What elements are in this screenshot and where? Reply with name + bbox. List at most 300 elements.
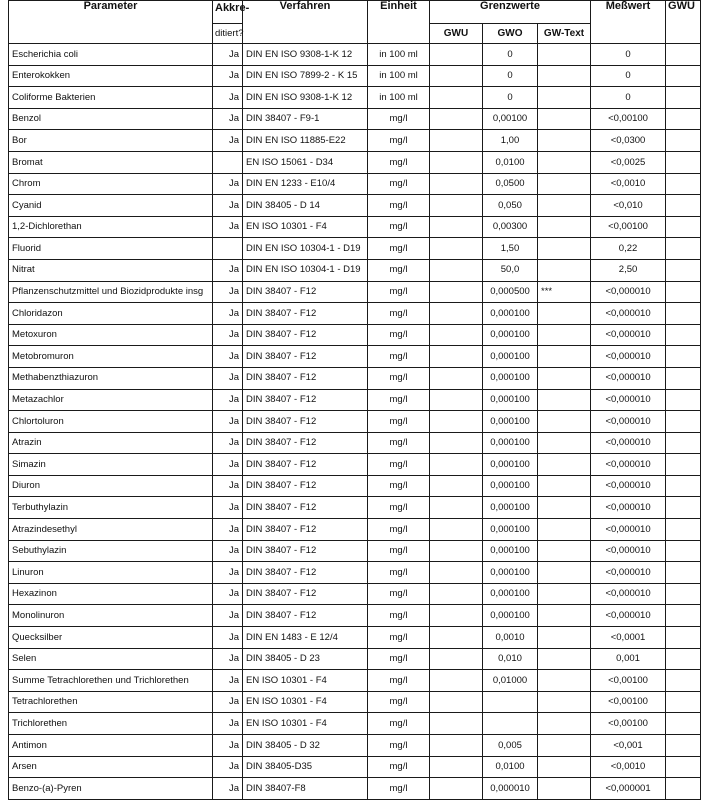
cell-gwu (430, 778, 483, 800)
cell-gw-text (538, 432, 591, 454)
cell-akkreditiert: Ja (213, 713, 243, 735)
col-header-gwu: GWU (430, 24, 483, 44)
cell-akkreditiert: Ja (213, 324, 243, 346)
cell-gwu (430, 605, 483, 627)
cell-verfahren: DIN EN ISO 7899-2 - K 15 (243, 65, 368, 87)
cell-gwo: 0 (483, 65, 538, 87)
cell-akkreditiert: Ja (213, 691, 243, 713)
cell-gw-text (538, 259, 591, 281)
cell-gwo: 1,50 (483, 238, 538, 260)
cell-verfahren: DIN EN ISO 9308-1-K 12 (243, 44, 368, 66)
cell-gwo: 0,000100 (483, 367, 538, 389)
cell-gwu-right (666, 454, 701, 476)
cell-gwo: 0,050 (483, 195, 538, 217)
col-header-gwo: GWO (483, 24, 538, 44)
cell-gwu-right (666, 670, 701, 692)
cell-gwu-right (666, 648, 701, 670)
table-row (9, 605, 701, 627)
cell-akkreditiert: Ja (213, 583, 243, 605)
cell-einheit: mg/l (368, 648, 430, 670)
cell-gwu-right (666, 216, 701, 238)
cell-einheit: mg/l (368, 432, 430, 454)
cell-messwert: 0,22 (591, 238, 666, 260)
cell-gwu-right (666, 346, 701, 368)
cell-messwert: <0,000010 (591, 475, 666, 497)
cell-einheit: mg/l (368, 238, 430, 260)
cell-gwu-right (666, 259, 701, 281)
cell-gwo: 0,000100 (483, 389, 538, 411)
cell-gw-text (538, 238, 591, 260)
cell-einheit: mg/l (368, 519, 430, 541)
cell-verfahren: DIN 38407 - F12 (243, 411, 368, 433)
cell-einheit: mg/l (368, 735, 430, 757)
cell-gw-text (538, 540, 591, 562)
cell-verfahren: DIN 38407-F8 (243, 778, 368, 800)
cell-parameter: Hexazinon (9, 583, 213, 605)
cell-gwu (430, 367, 483, 389)
cell-akkreditiert: Ja (213, 87, 243, 109)
cell-messwert: <0,000010 (591, 281, 666, 303)
cell-messwert: <0,0010 (591, 173, 666, 195)
cell-gwu (430, 691, 483, 713)
cell-gwo: 0,010 (483, 648, 538, 670)
cell-gwu-right (666, 281, 701, 303)
cell-gwu-right (666, 519, 701, 541)
cell-einheit: mg/l (368, 497, 430, 519)
cell-parameter: Benzo-(a)-Pyren (9, 778, 213, 800)
cell-gwu (430, 454, 483, 476)
cell-gwu-right (666, 475, 701, 497)
cell-verfahren: DIN 38405 - D 23 (243, 648, 368, 670)
table-row (9, 281, 701, 303)
cell-parameter: Fluorid (9, 238, 213, 260)
table-row (9, 303, 701, 325)
cell-akkreditiert: Ja (213, 432, 243, 454)
cell-gwu-right (666, 562, 701, 584)
cell-gw-text (538, 778, 591, 800)
cell-verfahren: DIN 38407 - F12 (243, 303, 368, 325)
cell-gwo: 0,000100 (483, 411, 538, 433)
cell-parameter: Metoxuron (9, 324, 213, 346)
table-row (9, 389, 701, 411)
table-row (9, 627, 701, 649)
cell-parameter: Quecksilber (9, 627, 213, 649)
cell-messwert: 0 (591, 44, 666, 66)
cell-gw-text (538, 475, 591, 497)
cell-akkreditiert: Ja (213, 195, 243, 217)
table-row (9, 367, 701, 389)
cell-parameter: Selen (9, 648, 213, 670)
cell-gwu-right (666, 627, 701, 649)
cell-gwo: 0,000100 (483, 605, 538, 627)
table-row (9, 756, 701, 778)
cell-gwu-right (666, 497, 701, 519)
cell-einheit: mg/l (368, 475, 430, 497)
cell-messwert: 0 (591, 87, 666, 109)
cell-akkreditiert: Ja (213, 346, 243, 368)
cell-gw-text (538, 44, 591, 66)
cell-verfahren: DIN 38407 - F12 (243, 432, 368, 454)
cell-gw-text (538, 324, 591, 346)
cell-messwert: <0,0001 (591, 627, 666, 649)
table-row (9, 259, 701, 281)
table-row (9, 130, 701, 152)
col-header-verfahren: Verfahren (243, 1, 368, 44)
cell-akkreditiert: Ja (213, 735, 243, 757)
cell-gwu (430, 648, 483, 670)
table-row (9, 562, 701, 584)
cell-akkreditiert: Ja (213, 44, 243, 66)
cell-gwu-right (666, 151, 701, 173)
cell-parameter: Diuron (9, 475, 213, 497)
table-row (9, 713, 701, 735)
cell-parameter: Terbuthylazin (9, 497, 213, 519)
cell-gw-text (538, 519, 591, 541)
cell-gwo: 0,000100 (483, 497, 538, 519)
table-row (9, 735, 701, 757)
cell-gw-text (538, 670, 591, 692)
cell-gw-text (538, 605, 591, 627)
cell-verfahren: DIN 38405 - D 32 (243, 735, 368, 757)
cell-akkreditiert: Ja (213, 756, 243, 778)
cell-einheit: mg/l (368, 454, 430, 476)
cell-gw-text: *** (538, 281, 591, 303)
cell-gwu (430, 756, 483, 778)
cell-messwert: <0,0300 (591, 130, 666, 152)
cell-gw-text (538, 303, 591, 325)
cell-messwert: 0,001 (591, 648, 666, 670)
cell-messwert: <0,0025 (591, 151, 666, 173)
cell-messwert: <0,000010 (591, 497, 666, 519)
cell-gwu-right (666, 195, 701, 217)
cell-messwert: <0,00100 (591, 216, 666, 238)
cell-gw-text (538, 367, 591, 389)
cell-verfahren: EN ISO 10301 - F4 (243, 216, 368, 238)
cell-akkreditiert: Ja (213, 130, 243, 152)
cell-gwo: 0,00300 (483, 216, 538, 238)
cell-verfahren: DIN 38407 - F12 (243, 497, 368, 519)
cell-gwu (430, 583, 483, 605)
table-row (9, 411, 701, 433)
table-body (9, 44, 701, 800)
cell-gw-text (538, 756, 591, 778)
cell-messwert: <0,000010 (591, 324, 666, 346)
cell-gwo: 0,000100 (483, 540, 538, 562)
cell-einheit: mg/l (368, 756, 430, 778)
cell-einheit: mg/l (368, 691, 430, 713)
col-header-gwu-right: GWU (666, 1, 701, 44)
col-header-parameter: Parameter (9, 1, 213, 44)
cell-verfahren: DIN 38407 - F12 (243, 605, 368, 627)
cell-verfahren: DIN 38407 - F12 (243, 389, 368, 411)
cell-gwu (430, 195, 483, 217)
table-row (9, 540, 701, 562)
cell-gwu (430, 411, 483, 433)
cell-gwo: 0,000100 (483, 454, 538, 476)
cell-parameter: Methabenzthiazuron (9, 367, 213, 389)
cell-messwert: <0,000010 (591, 411, 666, 433)
cell-parameter: Chlortoluron (9, 411, 213, 433)
cell-parameter: Pflanzenschutzmittel und Biozidprodukte insg (9, 281, 213, 303)
cell-gwu (430, 216, 483, 238)
cell-akkreditiert: Ja (213, 475, 243, 497)
cell-gw-text (538, 130, 591, 152)
cell-einheit: mg/l (368, 627, 430, 649)
cell-gwu (430, 303, 483, 325)
cell-akkreditiert: Ja (213, 281, 243, 303)
cell-gwo: 0,0010 (483, 627, 538, 649)
cell-gwu-right (666, 130, 701, 152)
cell-einheit: in 100 ml (368, 87, 430, 109)
cell-messwert: <0,00100 (591, 713, 666, 735)
cell-messwert: <0,000010 (591, 389, 666, 411)
cell-messwert: <0,00100 (591, 691, 666, 713)
cell-gwo: 0,005 (483, 735, 538, 757)
cell-verfahren: DIN EN 1233 - E10/4 (243, 173, 368, 195)
cell-gwo: 0,0100 (483, 756, 538, 778)
cell-gw-text (538, 411, 591, 433)
cell-einheit: mg/l (368, 346, 430, 368)
cell-gw-text (538, 454, 591, 476)
cell-gw-text (538, 691, 591, 713)
cell-gwo: 0,00100 (483, 108, 538, 130)
cell-messwert: <0,000010 (591, 454, 666, 476)
table-row (9, 691, 701, 713)
cell-einheit: mg/l (368, 216, 430, 238)
cell-gw-text (538, 87, 591, 109)
cell-gwo: 0,000100 (483, 475, 538, 497)
cell-gw-text (538, 65, 591, 87)
cell-gw-text (538, 648, 591, 670)
cell-verfahren: DIN 38407 - F9-1 (243, 108, 368, 130)
cell-einheit: mg/l (368, 324, 430, 346)
cell-verfahren: DIN 38407 - F12 (243, 475, 368, 497)
cell-parameter: Simazin (9, 454, 213, 476)
table-row (9, 44, 701, 66)
results-table (8, 0, 701, 800)
cell-akkreditiert: Ja (213, 627, 243, 649)
cell-gwo: 0,000100 (483, 324, 538, 346)
cell-messwert: <0,000010 (591, 583, 666, 605)
cell-akkreditiert: Ja (213, 605, 243, 627)
cell-gwu-right (666, 389, 701, 411)
cell-parameter: Monolinuron (9, 605, 213, 627)
cell-gwu (430, 44, 483, 66)
cell-verfahren: DIN 38407 - F12 (243, 324, 368, 346)
cell-gwu (430, 735, 483, 757)
cell-gwu-right (666, 44, 701, 66)
table-row (9, 65, 701, 87)
cell-akkreditiert (213, 151, 243, 173)
cell-gwo (483, 713, 538, 735)
cell-parameter: Bromat (9, 151, 213, 173)
cell-gwo: 0,0500 (483, 173, 538, 195)
cell-verfahren: DIN EN 1483 - E 12/4 (243, 627, 368, 649)
cell-messwert: <0,00100 (591, 108, 666, 130)
cell-gwu (430, 151, 483, 173)
table-row (9, 583, 701, 605)
cell-einheit: mg/l (368, 605, 430, 627)
table-row (9, 519, 701, 541)
cell-parameter: Metazachlor (9, 389, 213, 411)
cell-parameter: Escherichia coli (9, 44, 213, 66)
cell-gwu-right (666, 65, 701, 87)
cell-gw-text (538, 346, 591, 368)
cell-parameter: Tetrachlorethen (9, 691, 213, 713)
table-row (9, 87, 701, 109)
cell-einheit: mg/l (368, 259, 430, 281)
table-row (9, 195, 701, 217)
cell-gwu-right (666, 173, 701, 195)
cell-gw-text (538, 216, 591, 238)
cell-gwo: 0 (483, 87, 538, 109)
cell-akkreditiert: Ja (213, 303, 243, 325)
cell-gwu (430, 108, 483, 130)
table-row (9, 670, 701, 692)
cell-verfahren: DIN EN ISO 11885-E22 (243, 130, 368, 152)
cell-gwu (430, 238, 483, 260)
cell-gwo: 1,00 (483, 130, 538, 152)
cell-parameter: Chrom (9, 173, 213, 195)
cell-einheit: mg/l (368, 195, 430, 217)
table-row (9, 108, 701, 130)
cell-gwo: 50,0 (483, 259, 538, 281)
cell-gwu (430, 670, 483, 692)
cell-parameter: 1,2-Dichlorethan (9, 216, 213, 238)
cell-einheit: mg/l (368, 173, 430, 195)
cell-gwu (430, 173, 483, 195)
cell-parameter: Arsen (9, 756, 213, 778)
cell-gw-text (538, 108, 591, 130)
cell-verfahren: DIN 38407 - F12 (243, 540, 368, 562)
cell-gwo: 0,000500 (483, 281, 538, 303)
cell-einheit: mg/l (368, 713, 430, 735)
cell-messwert: <0,0010 (591, 756, 666, 778)
cell-gw-text (538, 151, 591, 173)
cell-verfahren: EN ISO 15061 - D34 (243, 151, 368, 173)
cell-gwu (430, 281, 483, 303)
cell-gwu-right (666, 303, 701, 325)
cell-gwo: 0,000100 (483, 303, 538, 325)
cell-parameter: Enterokokken (9, 65, 213, 87)
col-header-gw-text: GW-Text (538, 24, 591, 44)
cell-parameter: Bor (9, 130, 213, 152)
table-row (9, 324, 701, 346)
cell-messwert: <0,000010 (591, 562, 666, 584)
table-row (9, 173, 701, 195)
cell-einheit: mg/l (368, 778, 430, 800)
cell-messwert: <0,000010 (591, 432, 666, 454)
cell-gw-text (538, 562, 591, 584)
cell-akkreditiert: Ja (213, 648, 243, 670)
cell-akkreditiert: Ja (213, 670, 243, 692)
cell-parameter: Nitrat (9, 259, 213, 281)
cell-einheit: mg/l (368, 389, 430, 411)
table-row (9, 454, 701, 476)
cell-akkreditiert: Ja (213, 367, 243, 389)
cell-parameter: Coliforme Bakterien (9, 87, 213, 109)
cell-gw-text (538, 583, 591, 605)
cell-parameter: Sebuthylazin (9, 540, 213, 562)
cell-verfahren: DIN 38407 - F12 (243, 281, 368, 303)
cell-verfahren: EN ISO 10301 - F4 (243, 670, 368, 692)
cell-akkreditiert: Ja (213, 216, 243, 238)
cell-akkreditiert: Ja (213, 389, 243, 411)
table-row (9, 497, 701, 519)
cell-einheit: mg/l (368, 151, 430, 173)
cell-akkreditiert: Ja (213, 108, 243, 130)
cell-gwo: 0,000010 (483, 778, 538, 800)
cell-gwu-right (666, 432, 701, 454)
header-row-1 (9, 1, 701, 24)
cell-verfahren: DIN 38407 - F12 (243, 519, 368, 541)
cell-parameter: Chloridazon (9, 303, 213, 325)
cell-akkreditiert: Ja (213, 540, 243, 562)
cell-gwu-right (666, 108, 701, 130)
cell-einheit: mg/l (368, 281, 430, 303)
cell-gwo: 0 (483, 44, 538, 66)
cell-gwo: 0,01000 (483, 670, 538, 692)
table-row (9, 346, 701, 368)
table-row (9, 475, 701, 497)
cell-gwu-right (666, 540, 701, 562)
cell-parameter: Antimon (9, 735, 213, 757)
cell-gwu-right (666, 87, 701, 109)
table-row (9, 432, 701, 454)
table-row (9, 648, 701, 670)
cell-gwo: 0,000100 (483, 583, 538, 605)
table-row (9, 151, 701, 173)
cell-gwu (430, 87, 483, 109)
cell-parameter: Summe Tetrachlorethen und Trichlorethen (9, 670, 213, 692)
cell-einheit: in 100 ml (368, 44, 430, 66)
cell-akkreditiert: Ja (213, 778, 243, 800)
cell-akkreditiert: Ja (213, 411, 243, 433)
cell-messwert: <0,000001 (591, 778, 666, 800)
cell-gwu-right (666, 605, 701, 627)
cell-gw-text (538, 497, 591, 519)
cell-verfahren: EN ISO 10301 - F4 (243, 691, 368, 713)
cell-einheit: mg/l (368, 130, 430, 152)
cell-messwert: <0,000010 (591, 367, 666, 389)
cell-gwu (430, 389, 483, 411)
cell-gwu (430, 259, 483, 281)
cell-einheit: mg/l (368, 108, 430, 130)
cell-gwu-right (666, 713, 701, 735)
cell-gwo: 0,0100 (483, 151, 538, 173)
cell-verfahren: DIN 38407 - F12 (243, 454, 368, 476)
cell-akkreditiert (213, 238, 243, 260)
cell-gwu-right (666, 324, 701, 346)
cell-gw-text (538, 389, 591, 411)
cell-gw-text (538, 195, 591, 217)
col-header-akkreditiert-line1: Akkre- (213, 1, 243, 24)
cell-gw-text (538, 735, 591, 757)
cell-verfahren: EN ISO 10301 - F4 (243, 713, 368, 735)
cell-akkreditiert: Ja (213, 65, 243, 87)
cell-gwu-right (666, 367, 701, 389)
cell-verfahren: DIN 38405 - D 14 (243, 195, 368, 217)
cell-verfahren: DIN 38407 - F12 (243, 367, 368, 389)
cell-gwu-right (666, 583, 701, 605)
cell-gwu (430, 65, 483, 87)
cell-gwo: 0,000100 (483, 346, 538, 368)
cell-messwert: <0,000010 (591, 303, 666, 325)
cell-gwo: 0,000100 (483, 519, 538, 541)
cell-gwu (430, 497, 483, 519)
cell-verfahren: DIN 38407 - F12 (243, 583, 368, 605)
cell-messwert: <0,010 (591, 195, 666, 217)
